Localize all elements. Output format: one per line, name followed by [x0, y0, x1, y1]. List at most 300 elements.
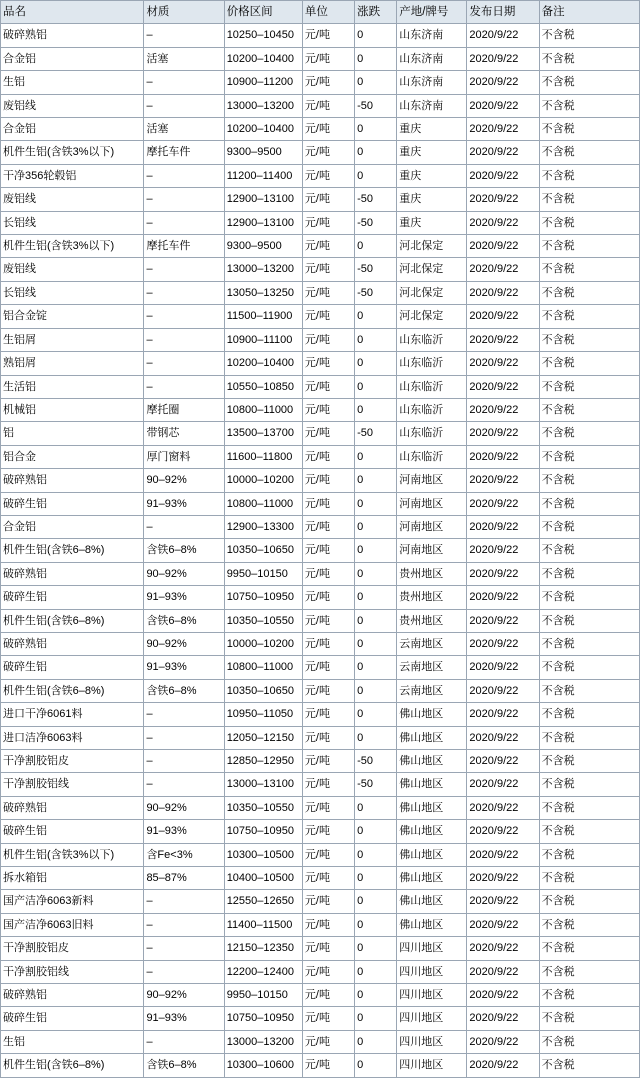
cell-price-range: 13050–13250 — [224, 281, 302, 304]
table-row — [1, 141, 640, 164]
cell-name: 进口干净6061料 — [1, 703, 144, 726]
cell-origin: 河北保定 — [397, 258, 467, 281]
cell-price-range: 11500–11900 — [224, 305, 302, 328]
cell-change: 0 — [355, 375, 397, 398]
cell-change: 0 — [355, 469, 397, 492]
cell-publish-date: 2020/9/22 — [467, 796, 539, 819]
cell-origin: 山东临沂 — [397, 352, 467, 375]
cell-unit: 元/吨 — [302, 890, 354, 913]
column-header-name: 品名 — [1, 1, 144, 24]
cell-origin: 重庆 — [397, 164, 467, 187]
cell-remark: 不含税 — [539, 890, 639, 913]
cell-material: 活塞 — [144, 47, 224, 70]
cell-publish-date: 2020/9/22 — [467, 913, 539, 936]
cell-remark: 不含税 — [539, 1054, 639, 1077]
cell-name: 国产洁净6063旧料 — [1, 913, 144, 936]
cell-remark: 不含税 — [539, 750, 639, 773]
table-row — [1, 515, 640, 538]
cell-price-range: 10800–11000 — [224, 656, 302, 679]
cell-remark: 不含税 — [539, 492, 639, 515]
cell-unit: 元/吨 — [302, 867, 354, 890]
cell-change: 0 — [355, 445, 397, 468]
cell-remark: 不含税 — [539, 913, 639, 936]
cell-change: 0 — [355, 796, 397, 819]
cell-origin: 贵州地区 — [397, 562, 467, 585]
cell-remark: 不含税 — [539, 352, 639, 375]
cell-name: 破碎生铝 — [1, 656, 144, 679]
table-row — [1, 984, 640, 1007]
cell-publish-date: 2020/9/22 — [467, 843, 539, 866]
cell-name: 机件生铝(含铁6–8%) — [1, 679, 144, 702]
cell-origin: 重庆 — [397, 118, 467, 141]
cell-change: 0 — [355, 305, 397, 328]
cell-unit: 元/吨 — [302, 422, 354, 445]
cell-unit: 元/吨 — [302, 586, 354, 609]
cell-publish-date: 2020/9/22 — [467, 164, 539, 187]
cell-unit: 元/吨 — [302, 562, 354, 585]
cell-price-range: 13500–13700 — [224, 422, 302, 445]
column-header-price-range: 价格区间 — [224, 1, 302, 24]
cell-name: 合金铝 — [1, 515, 144, 538]
cell-publish-date: 2020/9/22 — [467, 492, 539, 515]
cell-material: – — [144, 750, 224, 773]
cell-name: 破碎熟铝 — [1, 632, 144, 655]
cell-unit: 元/吨 — [302, 375, 354, 398]
cell-unit: 元/吨 — [302, 843, 354, 866]
cell-remark: 不含税 — [539, 984, 639, 1007]
cell-origin: 四川地区 — [397, 960, 467, 983]
cell-material: 摩托圈 — [144, 398, 224, 421]
cell-publish-date: 2020/9/22 — [467, 1054, 539, 1077]
table-row — [1, 24, 640, 47]
cell-name: 破碎生铝 — [1, 820, 144, 843]
cell-material: 91–93% — [144, 656, 224, 679]
cell-name: 生铝屑 — [1, 328, 144, 351]
cell-price-range: 10750–10950 — [224, 586, 302, 609]
cell-origin: 河北保定 — [397, 305, 467, 328]
cell-publish-date: 2020/9/22 — [467, 773, 539, 796]
cell-remark: 不含税 — [539, 164, 639, 187]
table-row — [1, 796, 640, 819]
cell-publish-date: 2020/9/22 — [467, 750, 539, 773]
cell-origin: 山东临沂 — [397, 375, 467, 398]
cell-name: 生活铝 — [1, 375, 144, 398]
cell-publish-date: 2020/9/22 — [467, 539, 539, 562]
table-row — [1, 656, 640, 679]
cell-unit: 元/吨 — [302, 820, 354, 843]
cell-price-range: 10300–10500 — [224, 843, 302, 866]
cell-price-range: 10350–10550 — [224, 796, 302, 819]
cell-unit: 元/吨 — [302, 188, 354, 211]
cell-change: 0 — [355, 71, 397, 94]
cell-unit: 元/吨 — [302, 609, 354, 632]
cell-material: 含铁6–8% — [144, 609, 224, 632]
cell-name: 国产洁净6063新料 — [1, 890, 144, 913]
cell-change: 0 — [355, 492, 397, 515]
cell-remark: 不含税 — [539, 539, 639, 562]
cell-price-range: 12550–12650 — [224, 890, 302, 913]
cell-origin: 山东临沂 — [397, 422, 467, 445]
cell-origin: 山东临沂 — [397, 328, 467, 351]
cell-price-range: 10400–10500 — [224, 867, 302, 890]
cell-name: 废铝线 — [1, 258, 144, 281]
cell-material: 91–93% — [144, 1007, 224, 1030]
table-row — [1, 492, 640, 515]
cell-material: – — [144, 773, 224, 796]
table-row — [1, 422, 640, 445]
cell-unit: 元/吨 — [302, 679, 354, 702]
table-row — [1, 118, 640, 141]
cell-remark: 不含税 — [539, 1007, 639, 1030]
cell-remark: 不含税 — [539, 24, 639, 47]
cell-material: 含铁6–8% — [144, 539, 224, 562]
cell-price-range: 12900–13100 — [224, 188, 302, 211]
cell-remark: 不含税 — [539, 188, 639, 211]
table-row — [1, 913, 640, 936]
table-row — [1, 750, 640, 773]
cell-remark: 不含税 — [539, 656, 639, 679]
column-header-unit: 单位 — [302, 1, 354, 24]
cell-material: 90–92% — [144, 469, 224, 492]
cell-price-range: 10000–10200 — [224, 632, 302, 655]
cell-change: 0 — [355, 820, 397, 843]
cell-unit: 元/吨 — [302, 328, 354, 351]
cell-origin: 山东临沂 — [397, 398, 467, 421]
cell-change: -50 — [355, 188, 397, 211]
cell-price-range: 10200–10400 — [224, 352, 302, 375]
table-row — [1, 235, 640, 258]
cell-name: 机件生铝(含铁6–8%) — [1, 539, 144, 562]
cell-material: – — [144, 211, 224, 234]
table-row — [1, 281, 640, 304]
cell-change: 0 — [355, 937, 397, 960]
cell-material: – — [144, 281, 224, 304]
cell-origin: 佛山地区 — [397, 913, 467, 936]
cell-remark: 不含税 — [539, 422, 639, 445]
cell-publish-date: 2020/9/22 — [467, 1007, 539, 1030]
cell-publish-date: 2020/9/22 — [467, 328, 539, 351]
cell-change: 0 — [355, 960, 397, 983]
cell-publish-date: 2020/9/22 — [467, 586, 539, 609]
cell-material: – — [144, 24, 224, 47]
cell-price-range: 9950–10150 — [224, 984, 302, 1007]
cell-material: 摩托车件 — [144, 235, 224, 258]
table-row — [1, 398, 640, 421]
cell-unit: 元/吨 — [302, 796, 354, 819]
cell-change: -50 — [355, 281, 397, 304]
cell-material: – — [144, 188, 224, 211]
cell-unit: 元/吨 — [302, 352, 354, 375]
table-row — [1, 469, 640, 492]
cell-price-range: 11600–11800 — [224, 445, 302, 468]
cell-remark: 不含税 — [539, 305, 639, 328]
cell-origin: 四川地区 — [397, 1007, 467, 1030]
cell-material: – — [144, 913, 224, 936]
cell-unit: 元/吨 — [302, 398, 354, 421]
cell-origin: 山东济南 — [397, 47, 467, 70]
cell-change: 0 — [355, 867, 397, 890]
cell-name: 干净割胶铝线 — [1, 773, 144, 796]
cell-unit: 元/吨 — [302, 1054, 354, 1077]
cell-change: 0 — [355, 141, 397, 164]
cell-unit: 元/吨 — [302, 703, 354, 726]
cell-material: 90–92% — [144, 632, 224, 655]
cell-name: 铝合金锭 — [1, 305, 144, 328]
table-row — [1, 539, 640, 562]
cell-unit: 元/吨 — [302, 94, 354, 117]
cell-remark: 不含税 — [539, 445, 639, 468]
table-row — [1, 632, 640, 655]
cell-unit: 元/吨 — [302, 1030, 354, 1053]
cell-publish-date: 2020/9/22 — [467, 562, 539, 585]
cell-name: 拆水箱铝 — [1, 867, 144, 890]
cell-unit: 元/吨 — [302, 47, 354, 70]
cell-publish-date: 2020/9/22 — [467, 726, 539, 749]
cell-publish-date: 2020/9/22 — [467, 375, 539, 398]
column-header-material: 材质 — [144, 1, 224, 24]
cell-change: -50 — [355, 422, 397, 445]
cell-unit: 元/吨 — [302, 235, 354, 258]
cell-material: 活塞 — [144, 118, 224, 141]
table-row — [1, 726, 640, 749]
cell-remark: 不含税 — [539, 820, 639, 843]
table-row — [1, 867, 640, 890]
cell-name: 破碎生铝 — [1, 492, 144, 515]
cell-origin: 贵州地区 — [397, 586, 467, 609]
cell-change: 0 — [355, 515, 397, 538]
cell-change: 0 — [355, 1007, 397, 1030]
cell-material: – — [144, 703, 224, 726]
cell-material: – — [144, 960, 224, 983]
cell-change: 0 — [355, 1030, 397, 1053]
cell-unit: 元/吨 — [302, 118, 354, 141]
table-row — [1, 164, 640, 187]
cell-price-range: 12900–13100 — [224, 211, 302, 234]
cell-publish-date: 2020/9/22 — [467, 211, 539, 234]
cell-origin: 山东济南 — [397, 71, 467, 94]
table-row — [1, 94, 640, 117]
cell-price-range: 10350–10650 — [224, 679, 302, 702]
column-header-publish-date: 发布日期 — [467, 1, 539, 24]
table-row — [1, 1007, 640, 1030]
cell-name: 干净356轮毂铝 — [1, 164, 144, 187]
table-row — [1, 703, 640, 726]
cell-name: 合金铝 — [1, 118, 144, 141]
cell-name: 破碎熟铝 — [1, 796, 144, 819]
table-header — [1, 1, 640, 24]
cell-material: 含Fe<3% — [144, 843, 224, 866]
cell-name: 破碎生铝 — [1, 1007, 144, 1030]
cell-material: – — [144, 328, 224, 351]
cell-remark: 不含税 — [539, 211, 639, 234]
cell-origin: 四川地区 — [397, 1030, 467, 1053]
cell-publish-date: 2020/9/22 — [467, 820, 539, 843]
cell-publish-date: 2020/9/22 — [467, 867, 539, 890]
cell-name: 生铝 — [1, 71, 144, 94]
cell-remark: 不含税 — [539, 398, 639, 421]
cell-material: 91–93% — [144, 492, 224, 515]
cell-publish-date: 2020/9/22 — [467, 984, 539, 1007]
cell-unit: 元/吨 — [302, 492, 354, 515]
cell-unit: 元/吨 — [302, 305, 354, 328]
cell-material: – — [144, 375, 224, 398]
cell-name: 熟铝屑 — [1, 352, 144, 375]
cell-name: 机械铝 — [1, 398, 144, 421]
cell-origin: 重庆 — [397, 141, 467, 164]
cell-origin: 重庆 — [397, 188, 467, 211]
cell-price-range: 11200–11400 — [224, 164, 302, 187]
cell-material: – — [144, 305, 224, 328]
cell-name: 长铝线 — [1, 281, 144, 304]
table-row — [1, 352, 640, 375]
cell-remark: 不含税 — [539, 586, 639, 609]
table-row — [1, 843, 640, 866]
cell-change: 0 — [355, 328, 397, 351]
cell-remark: 不含税 — [539, 1030, 639, 1053]
cell-unit: 元/吨 — [302, 913, 354, 936]
header-row — [1, 1, 640, 24]
cell-publish-date: 2020/9/22 — [467, 352, 539, 375]
table-row — [1, 890, 640, 913]
table-row — [1, 305, 640, 328]
cell-material: 90–92% — [144, 562, 224, 585]
cell-remark: 不含税 — [539, 867, 639, 890]
cell-price-range: 10000–10200 — [224, 469, 302, 492]
cell-price-range: 10800–11000 — [224, 398, 302, 421]
cell-material: 厚门窗料 — [144, 445, 224, 468]
cell-unit: 元/吨 — [302, 726, 354, 749]
cell-name: 废铝线 — [1, 188, 144, 211]
cell-price-range: 9950–10150 — [224, 562, 302, 585]
cell-material: 90–92% — [144, 796, 224, 819]
cell-unit: 元/吨 — [302, 937, 354, 960]
cell-remark: 不含税 — [539, 937, 639, 960]
table-body — [1, 24, 640, 1077]
cell-remark: 不含税 — [539, 47, 639, 70]
column-header-change: 涨跌 — [355, 1, 397, 24]
cell-change: 0 — [355, 118, 397, 141]
cell-name: 破碎熟铝 — [1, 984, 144, 1007]
cell-unit: 元/吨 — [302, 984, 354, 1007]
table-row — [1, 960, 640, 983]
cell-origin: 山东济南 — [397, 94, 467, 117]
cell-origin: 河南地区 — [397, 539, 467, 562]
cell-change: -50 — [355, 258, 397, 281]
cell-change: 0 — [355, 890, 397, 913]
cell-remark: 不含税 — [539, 703, 639, 726]
cell-name: 长铝线 — [1, 211, 144, 234]
cell-unit: 元/吨 — [302, 632, 354, 655]
cell-name: 废铝线 — [1, 94, 144, 117]
cell-publish-date: 2020/9/22 — [467, 47, 539, 70]
cell-unit: 元/吨 — [302, 656, 354, 679]
cell-unit: 元/吨 — [302, 71, 354, 94]
cell-name: 铝 — [1, 422, 144, 445]
cell-price-range: 9300–9500 — [224, 141, 302, 164]
cell-origin: 佛山地区 — [397, 773, 467, 796]
cell-unit: 元/吨 — [302, 164, 354, 187]
table-row — [1, 609, 640, 632]
table-row — [1, 1030, 640, 1053]
cell-publish-date: 2020/9/22 — [467, 141, 539, 164]
cell-change: 0 — [355, 398, 397, 421]
cell-publish-date: 2020/9/22 — [467, 188, 539, 211]
cell-origin: 山东济南 — [397, 24, 467, 47]
cell-material: – — [144, 71, 224, 94]
cell-price-range: 12850–12950 — [224, 750, 302, 773]
cell-price-range: 10800–11000 — [224, 492, 302, 515]
cell-publish-date: 2020/9/22 — [467, 515, 539, 538]
cell-name: 铝合金 — [1, 445, 144, 468]
cell-price-range: 11400–11500 — [224, 913, 302, 936]
cell-remark: 不含税 — [539, 726, 639, 749]
cell-publish-date: 2020/9/22 — [467, 235, 539, 258]
cell-material: – — [144, 1030, 224, 1053]
cell-remark: 不含税 — [539, 562, 639, 585]
cell-remark: 不含税 — [539, 773, 639, 796]
cell-publish-date: 2020/9/22 — [467, 1030, 539, 1053]
cell-unit: 元/吨 — [302, 445, 354, 468]
cell-name: 破碎熟铝 — [1, 469, 144, 492]
cell-name: 干净割胶铝皮 — [1, 937, 144, 960]
cell-change: 0 — [355, 539, 397, 562]
cell-price-range: 10300–10600 — [224, 1054, 302, 1077]
cell-change: 0 — [355, 984, 397, 1007]
cell-change: 0 — [355, 235, 397, 258]
cell-origin: 四川地区 — [397, 937, 467, 960]
cell-price-range: 9300–9500 — [224, 235, 302, 258]
cell-change: -50 — [355, 750, 397, 773]
cell-origin: 贵州地区 — [397, 609, 467, 632]
cell-remark: 不含税 — [539, 469, 639, 492]
cell-material: 含铁6–8% — [144, 1054, 224, 1077]
cell-remark: 不含税 — [539, 281, 639, 304]
cell-name: 破碎熟铝 — [1, 562, 144, 585]
cell-publish-date: 2020/9/22 — [467, 94, 539, 117]
cell-change: -50 — [355, 773, 397, 796]
cell-origin: 佛山地区 — [397, 796, 467, 819]
cell-publish-date: 2020/9/22 — [467, 118, 539, 141]
cell-name: 破碎熟铝 — [1, 24, 144, 47]
table-row — [1, 937, 640, 960]
cell-publish-date: 2020/9/22 — [467, 445, 539, 468]
cell-unit: 元/吨 — [302, 539, 354, 562]
cell-unit: 元/吨 — [302, 258, 354, 281]
cell-change: 0 — [355, 586, 397, 609]
cell-name: 机件生铝(含铁3%以下) — [1, 235, 144, 258]
cell-origin: 云南地区 — [397, 632, 467, 655]
cell-publish-date: 2020/9/22 — [467, 258, 539, 281]
cell-change: 0 — [355, 703, 397, 726]
cell-remark: 不含税 — [539, 328, 639, 351]
cell-material: – — [144, 352, 224, 375]
cell-publish-date: 2020/9/22 — [467, 24, 539, 47]
cell-change: 0 — [355, 913, 397, 936]
cell-name: 机件生铝(含铁6–8%) — [1, 1054, 144, 1077]
cell-price-range: 10550–10850 — [224, 375, 302, 398]
cell-price-range: 12050–12150 — [224, 726, 302, 749]
table-row — [1, 328, 640, 351]
table-row — [1, 188, 640, 211]
table-row — [1, 258, 640, 281]
cell-change: 0 — [355, 679, 397, 702]
cell-unit: 元/吨 — [302, 469, 354, 492]
cell-name: 生铝 — [1, 1030, 144, 1053]
cell-unit: 元/吨 — [302, 24, 354, 47]
cell-origin: 佛山地区 — [397, 726, 467, 749]
column-header-origin: 产地/牌号 — [397, 1, 467, 24]
cell-origin: 佛山地区 — [397, 820, 467, 843]
